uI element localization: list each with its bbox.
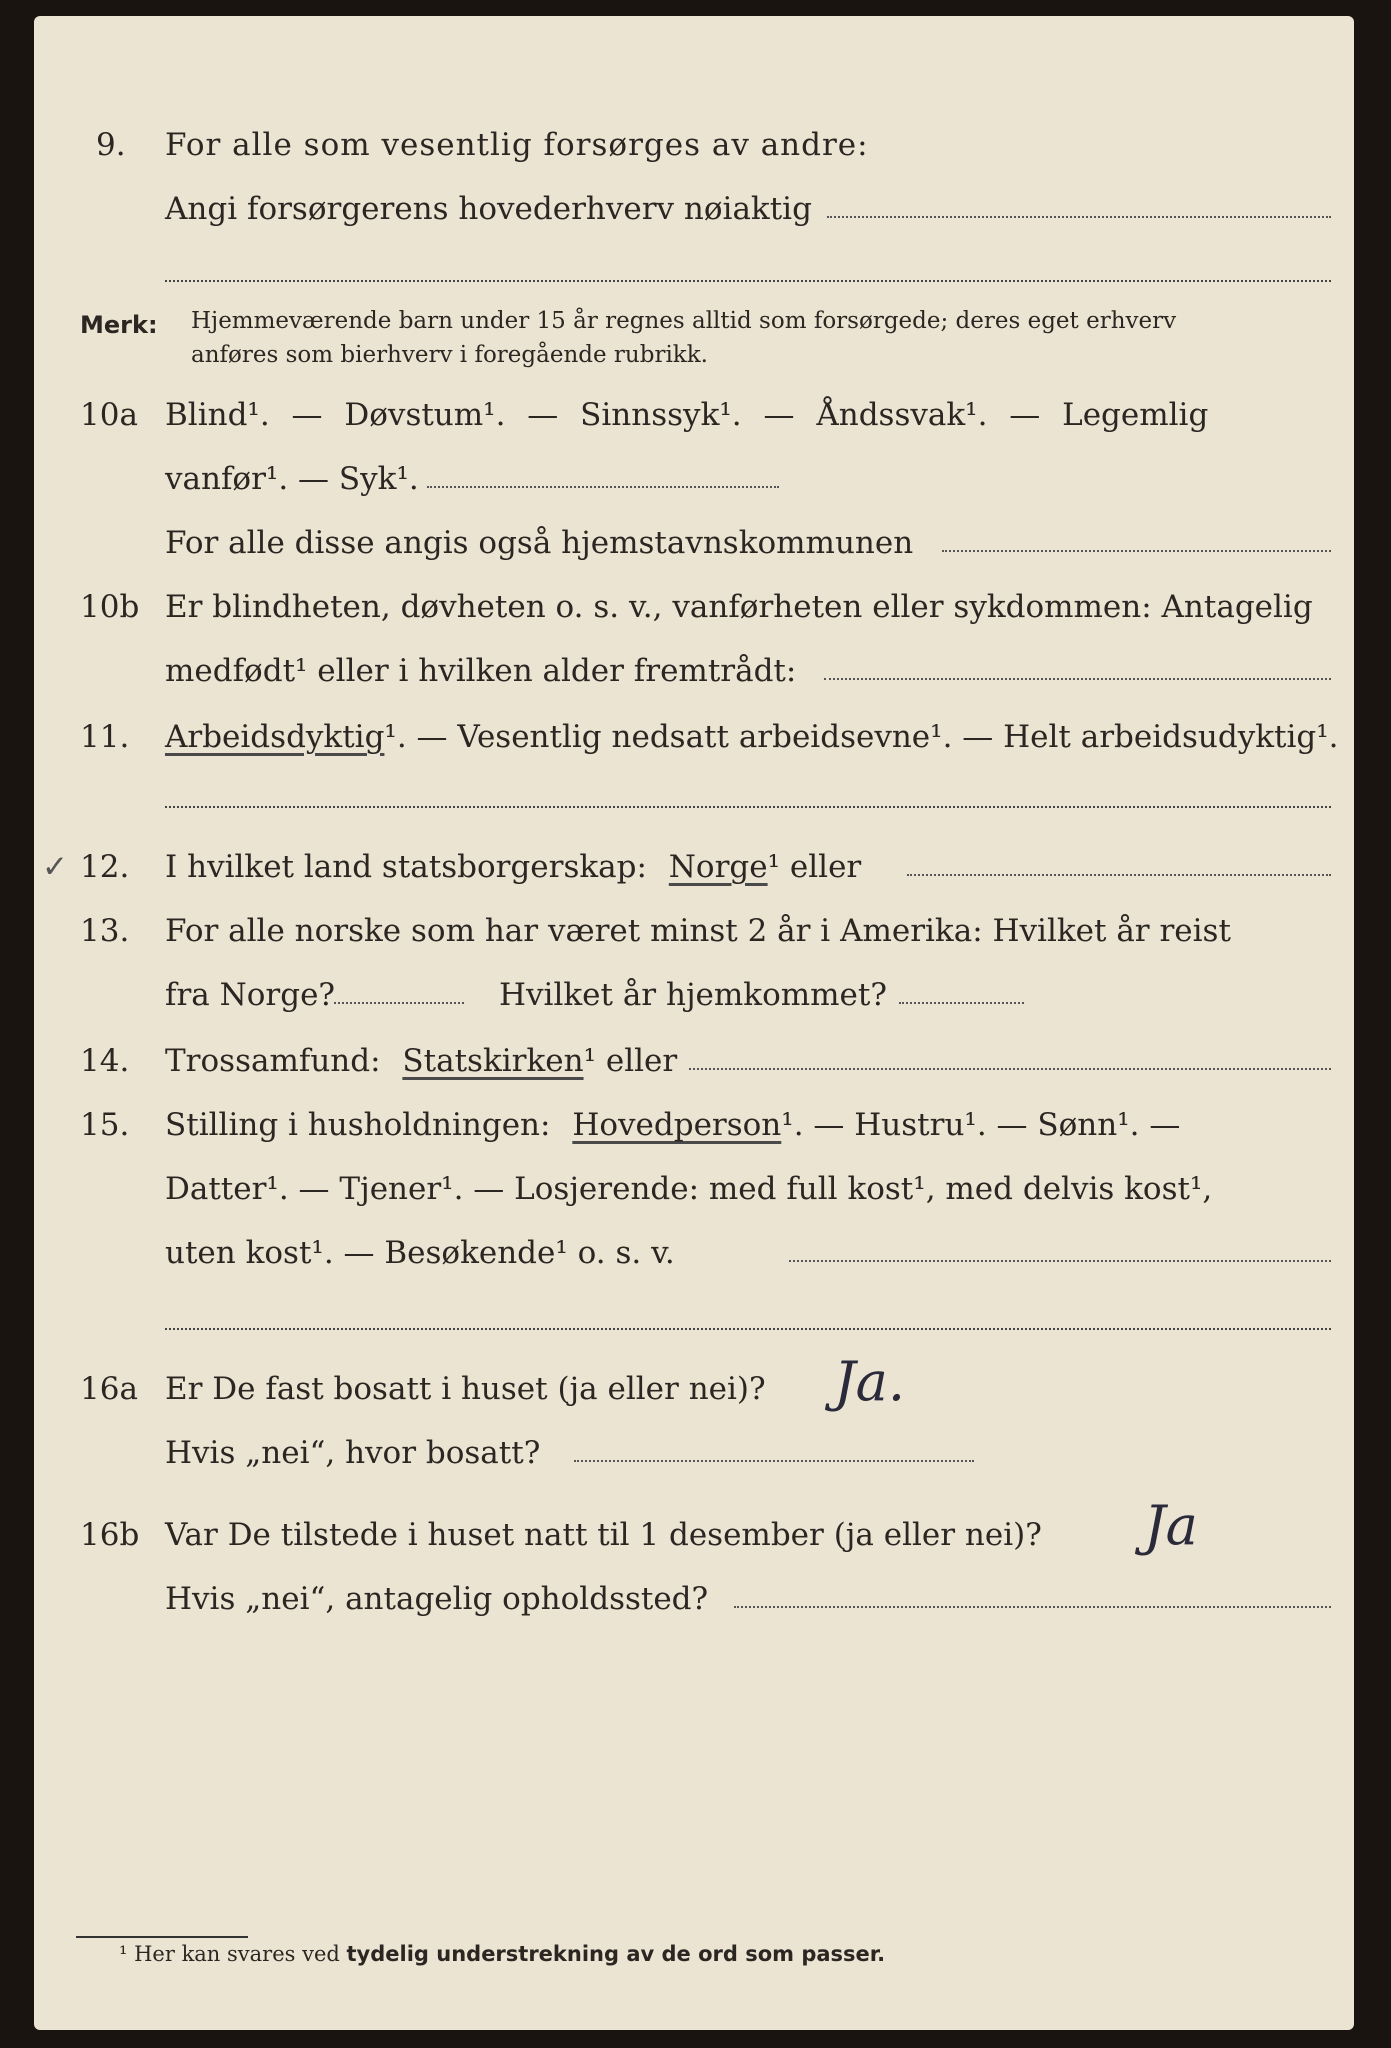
q16a-handwritten-answer[interactable]: Ja.	[834, 1350, 906, 1413]
q15-number: 15.	[80, 1107, 130, 1143]
q10a-line1: Blind¹. — Døvstum¹. — Sinnssyk¹. — Åndssvak¹. — Legemlig	[165, 397, 1209, 433]
q14-answer-line[interactable]	[689, 1068, 1331, 1070]
q15-line2: Datter¹. — Tjener¹. — Losjerende: med full kost¹, med delvis kost¹,	[165, 1171, 1213, 1207]
q11-number: 11.	[80, 719, 130, 755]
q9-answer-line[interactable]	[827, 216, 1331, 218]
merk-line1: Hjemmeværende barn under 15 år regnes alltid som forsørgede; deres eget erhverv	[191, 308, 1177, 334]
q10a-line3: For alle disse angis også hjemstavnskommunen	[165, 525, 914, 561]
q12-line	[165, 848, 861, 886]
q16a-bosatt-line[interactable]	[574, 1460, 974, 1462]
q15-answer-line[interactable]	[789, 1260, 1331, 1262]
q12-option-norge[interactable]: Norge	[668, 849, 768, 885]
q9-answer-line-2[interactable]	[165, 280, 1331, 282]
q10a-hjemstavn-line[interactable]	[942, 550, 1331, 552]
q13-reist-line[interactable]	[334, 1002, 464, 1004]
q13-number: 13.	[80, 913, 130, 949]
q10a-number: 10a	[80, 397, 138, 433]
q10b-line1: Er blindheten, døvheten o. s. v., vanførheten eller sykdommen: Antagelig	[165, 589, 1313, 625]
q11-separator	[165, 806, 1331, 808]
q14-post: ¹ eller	[583, 1043, 678, 1079]
q13-line2a: fra Norge?	[165, 977, 336, 1013]
census-form-page	[34, 16, 1354, 2030]
q14-line	[165, 1042, 677, 1080]
q12-post: ¹ eller	[767, 849, 862, 885]
q11-option-arbeidsdyktig[interactable]: Arbeidsdyktig	[165, 719, 385, 755]
q16b-opholdssted-line[interactable]	[734, 1606, 1331, 1608]
q10b-line2: medfødt¹ eller i hvilken alder fremtrådt:	[165, 653, 797, 689]
merk-line2: anføres som bierhverv i foregående rubrikk.	[191, 342, 708, 368]
q13-line2b: Hvilket år hjemkommet?	[499, 977, 887, 1013]
footnote	[119, 1940, 885, 1968]
q10b-number: 10b	[80, 589, 140, 625]
q12-pre: I hvilket land statsborgerskap:	[165, 849, 647, 885]
footnote-text: Her kan svares ved	[134, 1942, 340, 1966]
q10a-answer-line[interactable]	[427, 486, 779, 488]
q9-line1: For alle som vesentlig forsørges av andre:	[165, 127, 869, 163]
q15-option-hovedperson[interactable]: Hovedperson	[572, 1107, 782, 1143]
q15-post: ¹. — Hustru¹. — Sønn¹. —	[781, 1107, 1181, 1143]
q16b-line1: Var De tilstede i huset natt til 1 desember (ja eller nei)?	[165, 1517, 1042, 1553]
q16b-handwritten-answer[interactable]: Ja	[1144, 1494, 1198, 1557]
q13-hjemkommet-line[interactable]	[899, 1002, 1024, 1004]
q15-separator	[165, 1328, 1331, 1330]
q15-pre: Stilling i husholdningen:	[165, 1107, 551, 1143]
q12-answer-line[interactable]	[907, 874, 1331, 876]
q16a-line1: Er De fast bosatt i huset (ja eller nei)?	[165, 1371, 766, 1407]
q13-line1: For alle norske som har været minst 2 år i Amerika: Hvilket år reist	[165, 913, 1231, 949]
q14-option-statskirken[interactable]: Statskirken	[402, 1043, 584, 1079]
q9-number: 9.	[96, 127, 126, 163]
q16b-line2: Hvis „nei“, antagelig opholdssted?	[165, 1581, 709, 1617]
footnote-rule	[76, 1936, 248, 1938]
q16a-number: 16a	[80, 1371, 138, 1407]
footnote-mark: ¹	[119, 1942, 128, 1966]
q12-number: 12.	[80, 849, 130, 885]
q9-line2: Angi forsørgerens hovederhverv nøiaktig	[165, 191, 812, 227]
check-mark-icon: ✓	[42, 849, 68, 885]
q10a-line2: vanfør¹. — Syk¹.	[165, 461, 419, 497]
q10b-answer-line[interactable]	[824, 678, 1331, 680]
q11-rest: ¹. — Vesentlig nedsatt arbeidsevne¹. — Helt arbeidsudyktig¹.	[384, 719, 1339, 755]
q14-number: 14.	[80, 1043, 130, 1079]
footnote-bold: tydelig understrekning av de ord som passer.	[346, 1942, 886, 1966]
q11-line	[165, 718, 1339, 756]
q16a-line2: Hvis „nei“, hvor bosatt?	[165, 1435, 541, 1471]
q14-pre: Trossamfund:	[165, 1043, 381, 1079]
q16b-number: 16b	[80, 1517, 140, 1553]
q15-line3: uten kost¹. — Besøkende¹ o. s. v.	[165, 1235, 675, 1271]
merk-label: Merk:	[80, 311, 158, 339]
q15-line1	[165, 1106, 1180, 1144]
